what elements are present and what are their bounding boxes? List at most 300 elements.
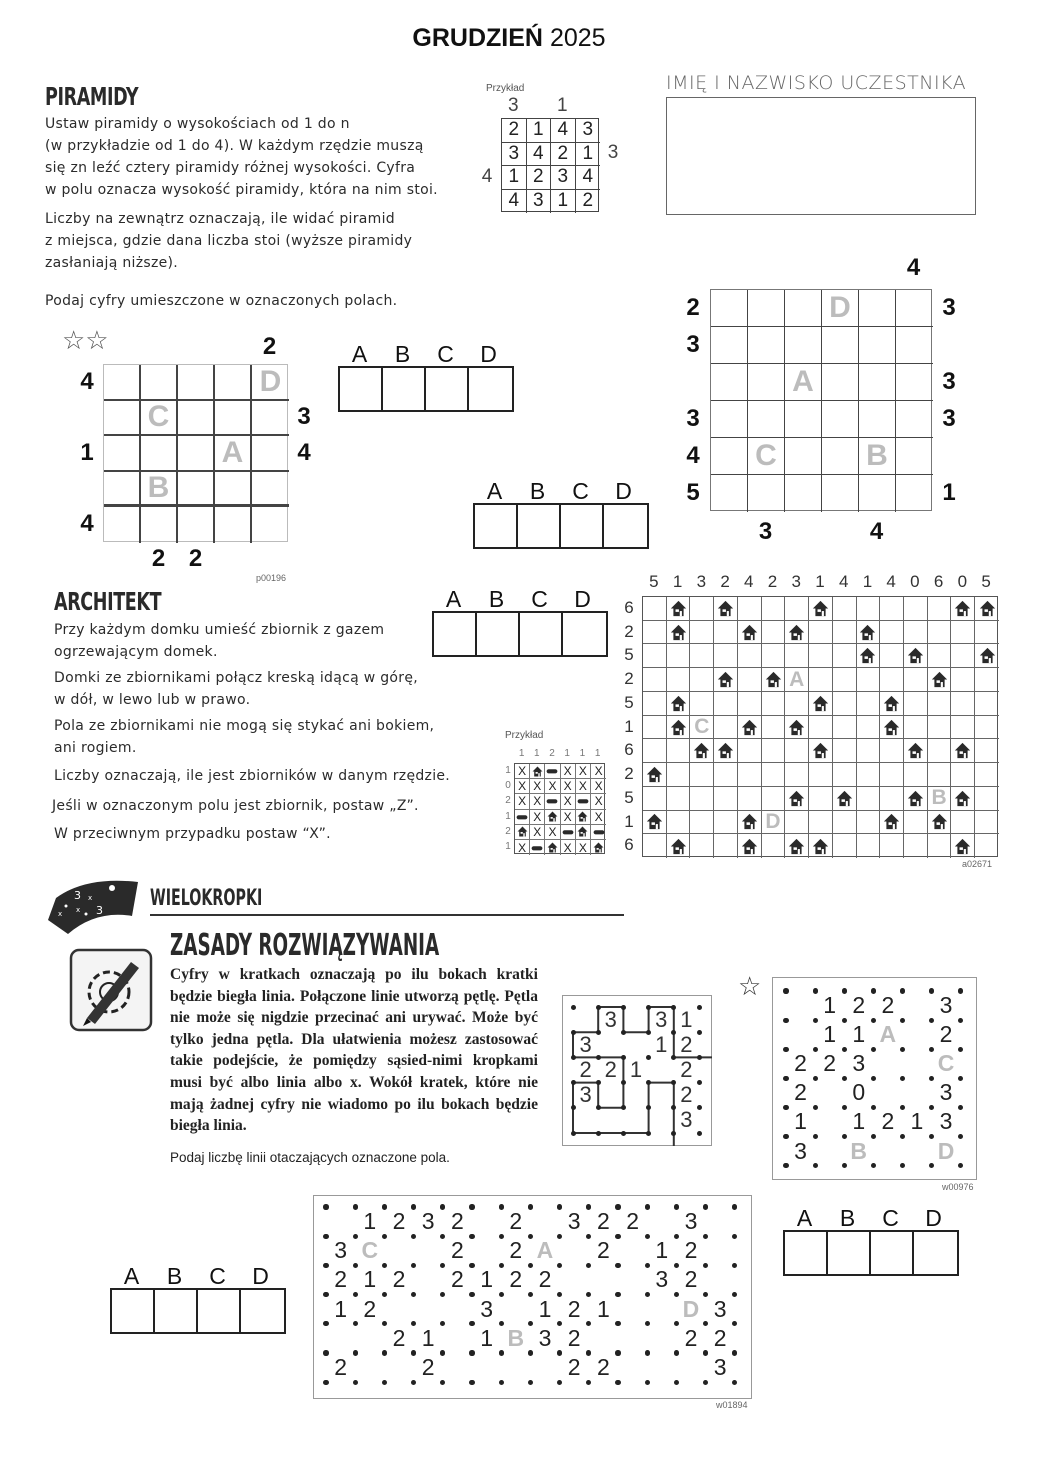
grid-cell[interactable] bbox=[690, 787, 714, 811]
grid-cell[interactable] bbox=[822, 401, 859, 438]
example-cell: X bbox=[530, 825, 545, 840]
clue-left: 4 bbox=[80, 509, 94, 537]
grid-cell[interactable] bbox=[714, 668, 738, 692]
grid-cell[interactable] bbox=[785, 621, 809, 645]
grid-cell[interactable] bbox=[896, 475, 933, 512]
grid-cell[interactable] bbox=[104, 436, 141, 472]
grid-cell[interactable] bbox=[880, 644, 904, 668]
grid-cell[interactable] bbox=[711, 364, 748, 401]
grid-cell[interactable]: 1 bbox=[551, 190, 576, 214]
grid-cell[interactable] bbox=[762, 668, 786, 692]
answer-box-d[interactable] bbox=[241, 1290, 284, 1332]
grid-cell[interactable] bbox=[643, 763, 667, 787]
grid-cell[interactable] bbox=[904, 716, 928, 740]
house-icon bbox=[577, 826, 588, 837]
example-cell bbox=[530, 840, 545, 855]
grid-cell[interactable] bbox=[711, 327, 748, 364]
house-icon bbox=[670, 624, 687, 641]
grid-cell[interactable] bbox=[667, 668, 691, 692]
grid-cell[interactable] bbox=[857, 811, 881, 835]
grid-cell[interactable] bbox=[833, 692, 857, 716]
grid-cell[interactable] bbox=[833, 597, 857, 621]
grid-cell[interactable] bbox=[857, 668, 881, 692]
answer-box-c[interactable] bbox=[561, 505, 604, 547]
marked-cell[interactable]: C bbox=[361, 1237, 379, 1264]
grid-cell[interactable] bbox=[714, 692, 738, 716]
grid-cell[interactable] bbox=[904, 763, 928, 787]
grid-cell[interactable]: 4 bbox=[551, 119, 576, 143]
grid-cell[interactable] bbox=[762, 763, 786, 787]
grid-cell[interactable] bbox=[975, 644, 999, 668]
grid-cell[interactable] bbox=[215, 507, 252, 543]
marked-cell[interactable]: C bbox=[937, 1050, 955, 1077]
grid-cell[interactable] bbox=[880, 739, 904, 763]
grid-cell[interactable] bbox=[667, 787, 691, 811]
grid-cell[interactable] bbox=[141, 507, 178, 543]
grid-cell[interactable] bbox=[748, 290, 785, 327]
grid-cell[interactable] bbox=[738, 668, 762, 692]
answer-box-b[interactable] bbox=[155, 1290, 198, 1332]
grid-cell[interactable] bbox=[833, 716, 857, 740]
grid-cell[interactable] bbox=[896, 327, 933, 364]
grid-cell[interactable] bbox=[714, 763, 738, 787]
cell-number: 1 bbox=[334, 1295, 347, 1322]
grid-cell[interactable] bbox=[904, 668, 928, 692]
grid-cell[interactable] bbox=[809, 716, 833, 740]
grid-cell[interactable] bbox=[951, 787, 975, 811]
grid-cell[interactable] bbox=[215, 472, 252, 508]
grid-cell[interactable] bbox=[690, 668, 714, 692]
rules-heading: ZASADY ROZWIĄZYWANIA bbox=[170, 928, 440, 963]
answer-label-a: A bbox=[123, 1263, 140, 1289]
answer-box-b[interactable] bbox=[828, 1232, 871, 1274]
grid-cell[interactable] bbox=[714, 597, 738, 621]
grid-cell[interactable] bbox=[215, 401, 252, 437]
grid-cell[interactable] bbox=[880, 763, 904, 787]
grid-cell[interactable] bbox=[711, 401, 748, 438]
grid-cell[interactable]: 2 bbox=[551, 143, 576, 167]
architekt-heading: ARCHITEKT bbox=[54, 587, 162, 616]
grid-cell[interactable] bbox=[857, 644, 881, 668]
grid-cell[interactable] bbox=[904, 621, 928, 645]
grid-cell[interactable] bbox=[833, 739, 857, 763]
grid-cell[interactable] bbox=[809, 644, 833, 668]
grid-cell[interactable] bbox=[859, 327, 896, 364]
grid-cell[interactable] bbox=[951, 621, 975, 645]
grid-cell[interactable] bbox=[975, 763, 999, 787]
marked-cell[interactable] bbox=[928, 787, 952, 811]
grid-cell[interactable] bbox=[643, 739, 667, 763]
grid-cell[interactable] bbox=[857, 692, 881, 716]
grid-cell[interactable] bbox=[928, 739, 952, 763]
grid-cell[interactable] bbox=[104, 472, 141, 508]
grid-cell[interactable] bbox=[928, 692, 952, 716]
grid-cell[interactable] bbox=[833, 834, 857, 858]
grid-cell[interactable]: 3 bbox=[502, 143, 527, 167]
row-clue: 2 bbox=[624, 669, 634, 689]
grid-cell[interactable] bbox=[643, 787, 667, 811]
grid-cell[interactable] bbox=[857, 716, 881, 740]
grid-cell[interactable] bbox=[690, 763, 714, 787]
grid-cell[interactable] bbox=[762, 644, 786, 668]
grid-cell[interactable] bbox=[738, 692, 762, 716]
grid-cell[interactable] bbox=[748, 401, 785, 438]
grid-cell[interactable]: 3 bbox=[576, 119, 601, 143]
column-clue: 3 bbox=[791, 572, 801, 591]
grid-cell[interactable] bbox=[785, 692, 809, 716]
answer-label-d: D bbox=[615, 478, 632, 504]
answer-box-d[interactable] bbox=[563, 613, 606, 655]
grid-cell[interactable] bbox=[643, 834, 667, 858]
answer-box-a[interactable] bbox=[112, 1290, 155, 1332]
grid-cell[interactable] bbox=[951, 834, 975, 858]
grid-cell[interactable] bbox=[833, 763, 857, 787]
grid-cell[interactable] bbox=[762, 739, 786, 763]
grid-cell[interactable]: 4 bbox=[502, 190, 527, 214]
answer-box-a[interactable] bbox=[340, 368, 383, 410]
answer-box-b[interactable] bbox=[383, 368, 426, 410]
grid-cell[interactable] bbox=[714, 716, 738, 740]
answer-box-d[interactable] bbox=[604, 505, 647, 547]
grid-cell[interactable] bbox=[896, 438, 933, 475]
participant-name-field[interactable] bbox=[666, 97, 976, 215]
grid-cell[interactable] bbox=[738, 621, 762, 645]
marked-cell[interactable]: B bbox=[141, 472, 178, 508]
grid-cell[interactable]: 3 bbox=[527, 190, 552, 214]
marked-cell[interactable] bbox=[785, 668, 809, 692]
grid-cell[interactable] bbox=[690, 692, 714, 716]
cell-number: 3 bbox=[713, 1295, 727, 1322]
grid-cell[interactable] bbox=[975, 811, 999, 835]
grid-cell[interactable] bbox=[252, 507, 289, 543]
marked-cell[interactable]: D bbox=[822, 290, 859, 327]
grid-cell[interactable] bbox=[822, 438, 859, 475]
grid-cell[interactable] bbox=[643, 668, 667, 692]
grid-cell[interactable] bbox=[714, 834, 738, 858]
grid-cell[interactable] bbox=[667, 739, 691, 763]
grid-cell[interactable] bbox=[928, 763, 952, 787]
grid-cell[interactable] bbox=[711, 475, 748, 512]
grid-cell[interactable] bbox=[690, 811, 714, 835]
grid-cell[interactable] bbox=[809, 597, 833, 621]
grid-cell[interactable] bbox=[809, 834, 833, 858]
grid-cell[interactable] bbox=[951, 811, 975, 835]
answer-box-a[interactable] bbox=[434, 613, 477, 655]
answer-box-a[interactable] bbox=[785, 1232, 828, 1274]
grid-cell[interactable] bbox=[809, 621, 833, 645]
grid-cell[interactable] bbox=[857, 787, 881, 811]
grid-cell[interactable] bbox=[809, 787, 833, 811]
answer-box-d[interactable] bbox=[914, 1232, 957, 1274]
grid-cell[interactable] bbox=[904, 811, 928, 835]
grid-cell[interactable] bbox=[714, 621, 738, 645]
grid-cell[interactable] bbox=[252, 401, 289, 437]
grid-cell[interactable] bbox=[714, 739, 738, 763]
grid-cell[interactable] bbox=[104, 401, 141, 437]
row-clue: 6 bbox=[624, 835, 634, 855]
grid-cell[interactable] bbox=[896, 364, 933, 401]
grid-cell[interactable] bbox=[975, 597, 999, 621]
grid-cell[interactable] bbox=[975, 692, 999, 716]
example-cell: X bbox=[561, 840, 576, 855]
grid-cell[interactable] bbox=[904, 739, 928, 763]
grid-cell[interactable] bbox=[880, 811, 904, 835]
grid-cell[interactable] bbox=[928, 811, 952, 835]
grid-cell[interactable] bbox=[141, 436, 178, 472]
answer-box-a[interactable] bbox=[475, 505, 518, 547]
grid-cell[interactable] bbox=[141, 365, 178, 401]
grid-cell[interactable] bbox=[904, 834, 928, 858]
grid-cell[interactable] bbox=[690, 739, 714, 763]
grid-cell[interactable]: 1 bbox=[576, 143, 601, 167]
grid-cell[interactable]: 2 bbox=[582, 190, 594, 212]
grid-cell[interactable] bbox=[833, 621, 857, 645]
grid-cell[interactable] bbox=[667, 692, 691, 716]
grid-cell[interactable] bbox=[785, 763, 809, 787]
answer-box-b[interactable] bbox=[518, 505, 561, 547]
answer-box-c[interactable] bbox=[871, 1232, 914, 1274]
grid-cell[interactable] bbox=[738, 811, 762, 835]
grid-cell[interactable] bbox=[880, 787, 904, 811]
answer-box-c[interactable] bbox=[520, 613, 563, 655]
cell-number: 2 bbox=[392, 1266, 406, 1293]
grid-cell[interactable] bbox=[859, 401, 896, 438]
grid-cell[interactable] bbox=[762, 716, 786, 740]
grid-cell[interactable] bbox=[880, 716, 904, 740]
grid-cell[interactable] bbox=[785, 327, 822, 364]
grid-cell[interactable] bbox=[975, 621, 999, 645]
grid-cell[interactable]: 4 bbox=[576, 166, 601, 190]
grid-cell[interactable] bbox=[785, 597, 809, 621]
cell-number: 1 bbox=[852, 1108, 866, 1135]
grid-cell[interactable]: 2 bbox=[502, 119, 527, 143]
grid-cell[interactable] bbox=[857, 621, 881, 645]
grid-cell[interactable] bbox=[711, 290, 748, 327]
cell-number: 1 bbox=[823, 1021, 837, 1048]
grid-cell[interactable] bbox=[975, 716, 999, 740]
grid-cell[interactable] bbox=[896, 401, 933, 438]
grid-cell[interactable] bbox=[904, 692, 928, 716]
answer-box-c[interactable] bbox=[426, 368, 469, 410]
grid-cell[interactable] bbox=[822, 327, 859, 364]
grid-cell[interactable] bbox=[690, 834, 714, 858]
grid-cell[interactable] bbox=[785, 787, 809, 811]
grid-cell[interactable] bbox=[857, 739, 881, 763]
rule-line: ogrzewającym domek. bbox=[54, 644, 218, 660]
marked-cell[interactable]: D bbox=[252, 365, 289, 401]
grid-cell[interactable]: 3 bbox=[551, 166, 576, 190]
grid-cell[interactable] bbox=[252, 472, 289, 508]
grid-cell[interactable] bbox=[748, 475, 785, 512]
grid-cell[interactable] bbox=[809, 763, 833, 787]
grid-cell[interactable] bbox=[785, 644, 809, 668]
grid-cell[interactable] bbox=[762, 597, 786, 621]
marked-cell[interactable]: B bbox=[850, 1137, 868, 1164]
grid-cell[interactable]: 1 bbox=[502, 166, 527, 190]
grid-cell[interactable] bbox=[178, 401, 215, 437]
marked-cell[interactable]: B bbox=[507, 1324, 525, 1351]
grid-cell[interactable] bbox=[104, 365, 141, 401]
grid-cell[interactable] bbox=[643, 692, 667, 716]
grid-cell[interactable] bbox=[711, 438, 748, 475]
marked-cell[interactable] bbox=[762, 811, 786, 835]
grid-cell[interactable] bbox=[833, 811, 857, 835]
grid-cell[interactable] bbox=[643, 621, 667, 645]
grid-cell[interactable] bbox=[785, 475, 822, 512]
grid-cell[interactable] bbox=[880, 597, 904, 621]
grid-cell[interactable] bbox=[928, 668, 952, 692]
grid-cell[interactable] bbox=[880, 834, 904, 858]
grid-cell[interactable] bbox=[857, 763, 881, 787]
marked-cell[interactable]: A bbox=[536, 1237, 554, 1264]
marked-cell[interactable]: A bbox=[215, 436, 252, 472]
marked-cell[interactable]: A bbox=[785, 364, 822, 401]
grid-cell[interactable] bbox=[822, 475, 859, 512]
grid-cell[interactable] bbox=[178, 472, 215, 508]
grid-cell[interactable] bbox=[748, 327, 785, 364]
grid-cell[interactable] bbox=[785, 739, 809, 763]
answer-label-c: C bbox=[437, 341, 454, 367]
marked-cell[interactable]: C bbox=[748, 438, 785, 475]
marked-cell[interactable]: D bbox=[937, 1137, 955, 1164]
answer-label-b: B bbox=[529, 478, 546, 504]
grid-cell[interactable] bbox=[951, 597, 975, 621]
grid-cell[interactable] bbox=[738, 597, 762, 621]
grid-cell[interactable] bbox=[904, 644, 928, 668]
grid-cell[interactable] bbox=[975, 834, 999, 858]
grid-cell[interactable] bbox=[951, 668, 975, 692]
grid-cell[interactable] bbox=[928, 644, 952, 668]
grid-cell[interactable] bbox=[928, 621, 952, 645]
grid-cell[interactable] bbox=[975, 787, 999, 811]
grid-cell[interactable] bbox=[951, 692, 975, 716]
grid-cell[interactable] bbox=[643, 811, 667, 835]
grid-cell[interactable] bbox=[690, 597, 714, 621]
grid-cell[interactable] bbox=[643, 644, 667, 668]
grid-cell[interactable] bbox=[928, 716, 952, 740]
grid-cell[interactable] bbox=[951, 763, 975, 787]
grid-cell[interactable] bbox=[667, 811, 691, 835]
grid-cell[interactable] bbox=[762, 834, 786, 858]
grid-cell[interactable] bbox=[667, 597, 691, 621]
grid-cell[interactable] bbox=[762, 787, 786, 811]
grid-cell[interactable] bbox=[975, 739, 999, 763]
svg-text:3: 3 bbox=[74, 889, 81, 902]
grid-cell[interactable] bbox=[178, 436, 215, 472]
marked-cell[interactable]: C bbox=[141, 401, 178, 437]
grid-cell[interactable] bbox=[738, 763, 762, 787]
grid-cell[interactable] bbox=[809, 739, 833, 763]
grid-cell[interactable] bbox=[833, 644, 857, 668]
grid-cell[interactable] bbox=[904, 597, 928, 621]
cell-number: 2 bbox=[567, 1295, 581, 1322]
grid-cell[interactable] bbox=[809, 811, 833, 835]
grid-cell[interactable] bbox=[748, 364, 785, 401]
marked-cell[interactable]: B bbox=[859, 438, 896, 475]
grid-cell[interactable] bbox=[178, 365, 215, 401]
cell-number: 0 bbox=[852, 1079, 866, 1106]
grid-cell[interactable] bbox=[738, 787, 762, 811]
grid-cell[interactable] bbox=[833, 668, 857, 692]
answer-box-d[interactable] bbox=[469, 368, 512, 410]
grid-cell[interactable] bbox=[928, 597, 952, 621]
grid-cell[interactable] bbox=[975, 668, 999, 692]
grid-cell[interactable]: 2 bbox=[527, 166, 552, 190]
grid-cell[interactable] bbox=[951, 716, 975, 740]
grid-cell[interactable] bbox=[785, 811, 809, 835]
grid-cell[interactable] bbox=[951, 644, 975, 668]
piramidy-answer-1 bbox=[338, 342, 514, 412]
grid-cell[interactable] bbox=[667, 763, 691, 787]
grid-cell[interactable] bbox=[738, 716, 762, 740]
grid-cell[interactable] bbox=[667, 716, 691, 740]
grid-cell[interactable] bbox=[859, 364, 896, 401]
marked-cell[interactable] bbox=[690, 716, 714, 740]
grid-cell[interactable] bbox=[738, 644, 762, 668]
grid-cell[interactable] bbox=[857, 834, 881, 858]
grid-cell[interactable] bbox=[714, 787, 738, 811]
tank-icon bbox=[577, 795, 589, 807]
grid-cell[interactable] bbox=[857, 597, 881, 621]
grid-cell[interactable]: 1 bbox=[527, 119, 552, 143]
grid-cell[interactable]: 4 bbox=[527, 143, 552, 167]
grid-cell[interactable] bbox=[785, 401, 822, 438]
grid-cell[interactable] bbox=[928, 834, 952, 858]
answer-box-c[interactable] bbox=[198, 1290, 241, 1332]
grid-cell[interactable] bbox=[714, 811, 738, 835]
grid-cell[interactable] bbox=[880, 692, 904, 716]
grid-cell[interactable] bbox=[104, 507, 141, 543]
grid-cell[interactable] bbox=[762, 692, 786, 716]
grid-cell[interactable] bbox=[643, 716, 667, 740]
marked-cell[interactable]: D bbox=[682, 1295, 700, 1322]
grid-cell[interactable] bbox=[822, 364, 859, 401]
example-cell: X bbox=[591, 764, 606, 779]
grid-cell[interactable] bbox=[667, 621, 691, 645]
cell-number: 2 bbox=[450, 1266, 464, 1293]
column-clue: 1 bbox=[564, 748, 570, 759]
grid-cell[interactable] bbox=[762, 621, 786, 645]
grid-cell[interactable] bbox=[178, 507, 215, 543]
grid-cell[interactable] bbox=[738, 834, 762, 858]
grid-cell[interactable] bbox=[667, 644, 691, 668]
grid-cell[interactable] bbox=[833, 787, 857, 811]
grid-cell[interactable] bbox=[690, 644, 714, 668]
grid-cell[interactable] bbox=[690, 621, 714, 645]
grid-cell[interactable] bbox=[859, 290, 896, 327]
grid-cell[interactable] bbox=[896, 290, 933, 327]
grid-cell[interactable] bbox=[738, 739, 762, 763]
grid-cell[interactable] bbox=[785, 716, 809, 740]
grid-cell[interactable] bbox=[643, 597, 667, 621]
grid-cell[interactable] bbox=[785, 834, 809, 858]
answer-box-b[interactable] bbox=[477, 613, 520, 655]
grid-cell[interactable] bbox=[809, 692, 833, 716]
grid-cell[interactable] bbox=[785, 438, 822, 475]
grid-cell[interactable] bbox=[859, 475, 896, 512]
grid-cell[interactable] bbox=[667, 834, 691, 858]
grid-cell[interactable] bbox=[252, 436, 289, 472]
grid-cell[interactable] bbox=[880, 621, 904, 645]
grid-cell[interactable] bbox=[215, 365, 252, 401]
grid-cell[interactable] bbox=[904, 787, 928, 811]
grid-cell[interactable] bbox=[714, 644, 738, 668]
marked-cell[interactable]: A bbox=[879, 1021, 897, 1048]
grid-cell[interactable] bbox=[880, 668, 904, 692]
grid-cell[interactable] bbox=[785, 290, 822, 327]
grid-cell[interactable] bbox=[951, 739, 975, 763]
grid-cell[interactable] bbox=[809, 668, 833, 692]
